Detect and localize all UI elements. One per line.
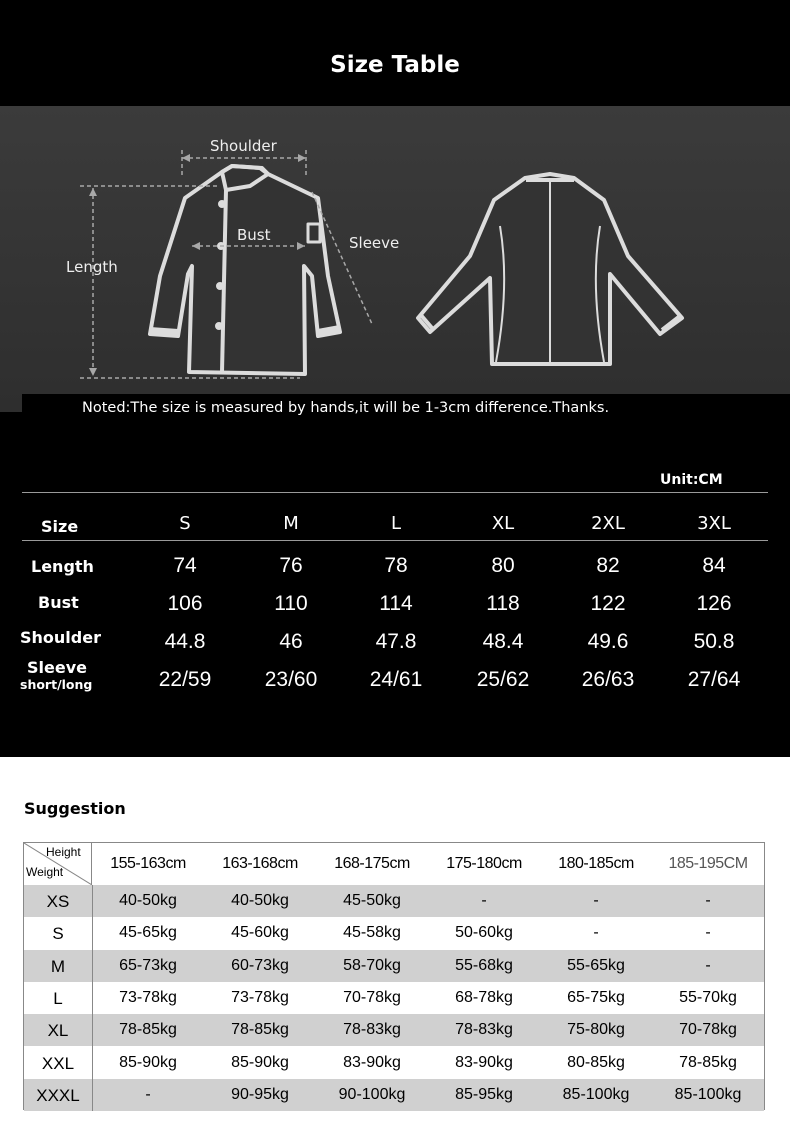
- row-size-label: S: [52, 924, 64, 944]
- table-cell: 106: [167, 592, 203, 615]
- table-cell: 114: [379, 592, 413, 615]
- table-cell: 55-70kg: [679, 988, 737, 1006]
- corner-weight-label: Weight: [26, 865, 64, 879]
- jacket-diagram: [0, 106, 790, 412]
- table-cell: -: [481, 892, 487, 909]
- table-cell: 84: [702, 554, 726, 577]
- table-row: [24, 982, 764, 1014]
- measurement-note: Noted:The size is measured by hands,it will be 1-3cm difference.Thanks.: [82, 400, 610, 416]
- size-col-header: 2XL: [591, 513, 625, 534]
- table-cell: 126: [696, 592, 732, 615]
- table-cell: 24/61: [369, 668, 423, 691]
- header-row: [24, 843, 764, 885]
- table-cell: 78-83kg: [455, 1021, 513, 1039]
- row-label-bust: Bust: [38, 593, 79, 612]
- front-jacket-icon: [150, 166, 340, 374]
- table-cell: 45-50kg: [343, 892, 401, 909]
- suggestion-title: Suggestion: [24, 799, 126, 818]
- table-row: [24, 1047, 764, 1079]
- table-cell: 49.6: [587, 630, 629, 653]
- table-row: [24, 1079, 764, 1111]
- row-size-label: XL: [47, 1021, 69, 1041]
- table-cell: -: [593, 924, 599, 942]
- table-cell: 73-78kg: [119, 988, 177, 1006]
- table-cell: 78-85kg: [119, 1021, 177, 1039]
- row-label-sleeve: Sleeve: [27, 658, 87, 677]
- table-cell: 40-50kg: [119, 892, 177, 909]
- table-cell: 55-68kg: [455, 956, 513, 974]
- size-header-label: Size: [41, 517, 79, 536]
- height-col-header: 180-185cm: [558, 855, 634, 872]
- row-size-label: XXXL: [36, 1085, 80, 1105]
- table-cell: 25/62: [476, 668, 530, 691]
- table-cell: -: [705, 956, 711, 974]
- bust-label: Bust: [237, 226, 271, 244]
- table-row: [24, 885, 764, 917]
- table-cell: 80: [491, 554, 515, 577]
- row-label-shoulder: Shoulder: [20, 628, 101, 647]
- row-size-label: M: [50, 956, 66, 976]
- page-title: Size Table: [330, 52, 460, 78]
- divider: [22, 492, 768, 493]
- sleeve-label: Sleeve: [349, 234, 400, 252]
- height-col-header: 155-163cm: [110, 855, 186, 872]
- table-cell: 83-90kg: [455, 1053, 513, 1071]
- table-cell: 22/59: [158, 668, 212, 691]
- table-cell: 26/63: [581, 668, 635, 691]
- table-cell: 78-85kg: [231, 1021, 289, 1039]
- jacket-illustration: [0, 106, 790, 412]
- table-cell: 74: [173, 554, 197, 577]
- divider: [22, 540, 768, 541]
- height-col-header: 175-180cm: [446, 855, 522, 872]
- table-cell: 85-100kg: [674, 1085, 742, 1103]
- table-cell: 70-78kg: [343, 988, 401, 1006]
- table-cell: 48.4: [482, 630, 524, 653]
- table-cell: 90-95kg: [231, 1085, 289, 1103]
- table-row: [24, 1014, 764, 1046]
- table-cell: 75-80kg: [567, 1021, 625, 1039]
- table-cell: 78: [384, 554, 408, 577]
- table-cell: 78-85kg: [679, 1053, 737, 1071]
- table-cell: 60-73kg: [231, 956, 289, 974]
- shoulder-label: Shoulder: [210, 137, 277, 155]
- title-bar: [0, 0, 790, 106]
- table-cell: 83-90kg: [343, 1053, 401, 1071]
- table-cell: 50.8: [693, 630, 735, 653]
- label-column-divider: [92, 885, 93, 1111]
- table-cell: 44.8: [164, 630, 206, 653]
- table-cell: 70-78kg: [679, 1021, 737, 1039]
- table-cell: 85-90kg: [231, 1053, 289, 1071]
- table-cell: 45-65kg: [119, 924, 177, 942]
- table-cell: 90-100kg: [338, 1085, 406, 1103]
- table-cell: 47.8: [375, 630, 417, 653]
- table-cell: 73-78kg: [231, 988, 289, 1006]
- table-cell: 122: [590, 592, 626, 615]
- table-cell: 110: [274, 592, 308, 615]
- table-cell: 46: [279, 630, 303, 653]
- table-cell: 45-58kg: [343, 924, 401, 942]
- row-size-label: XXL: [41, 1053, 75, 1073]
- table-cell: -: [705, 892, 711, 909]
- table-row: [24, 950, 764, 982]
- table-cell: 65-75kg: [567, 988, 625, 1006]
- row-label-length: Length: [31, 557, 94, 576]
- row-size-label: L: [53, 988, 63, 1008]
- corner-height-label: Height: [46, 845, 81, 859]
- height-col-header: 185-195CM: [668, 855, 748, 872]
- table-cell: 27/64: [687, 668, 741, 691]
- length-label: Length: [66, 258, 118, 276]
- table-row: [24, 917, 764, 949]
- size-col-header: 3XL: [697, 513, 731, 534]
- table-cell: -: [145, 1085, 151, 1103]
- row-sublabel-sleeve: short/long: [20, 677, 93, 692]
- table-cell: 23/60: [264, 668, 318, 691]
- height-col-header: 168-175cm: [334, 855, 410, 872]
- table-cell: 40-50kg: [231, 892, 289, 909]
- table-cell: 85-95kg: [455, 1085, 513, 1103]
- size-col-header: M: [283, 513, 299, 534]
- size-col-header: L: [390, 513, 402, 534]
- table-cell: -: [593, 892, 599, 909]
- table-cell: 58-70kg: [343, 956, 401, 974]
- table-cell: -: [705, 924, 711, 942]
- table-cell: 76: [279, 554, 303, 577]
- size-col-header: S: [179, 513, 191, 534]
- height-col-header: 163-168cm: [222, 855, 298, 872]
- corner-cell: [24, 843, 92, 885]
- table-cell: 68-78kg: [455, 988, 513, 1006]
- table-cell: 78-83kg: [343, 1021, 401, 1039]
- suggestion-table: [23, 842, 765, 1110]
- back-jacket-icon: [418, 174, 682, 364]
- table-cell: 85-90kg: [119, 1053, 177, 1071]
- size-col-header: XL: [491, 513, 515, 534]
- table-cell: 45-60kg: [231, 924, 289, 942]
- table-cell: 65-73kg: [119, 956, 177, 974]
- row-size-label: XS: [46, 892, 70, 911]
- table-cell: 82: [596, 554, 620, 577]
- table-cell: 80-85kg: [567, 1053, 625, 1071]
- table-cell: 85-100kg: [562, 1085, 630, 1103]
- unit-label: Unit:CM: [660, 472, 723, 488]
- table-cell: 50-60kg: [455, 924, 513, 942]
- table-cell: 55-65kg: [567, 956, 625, 974]
- table-cell: 118: [486, 592, 520, 615]
